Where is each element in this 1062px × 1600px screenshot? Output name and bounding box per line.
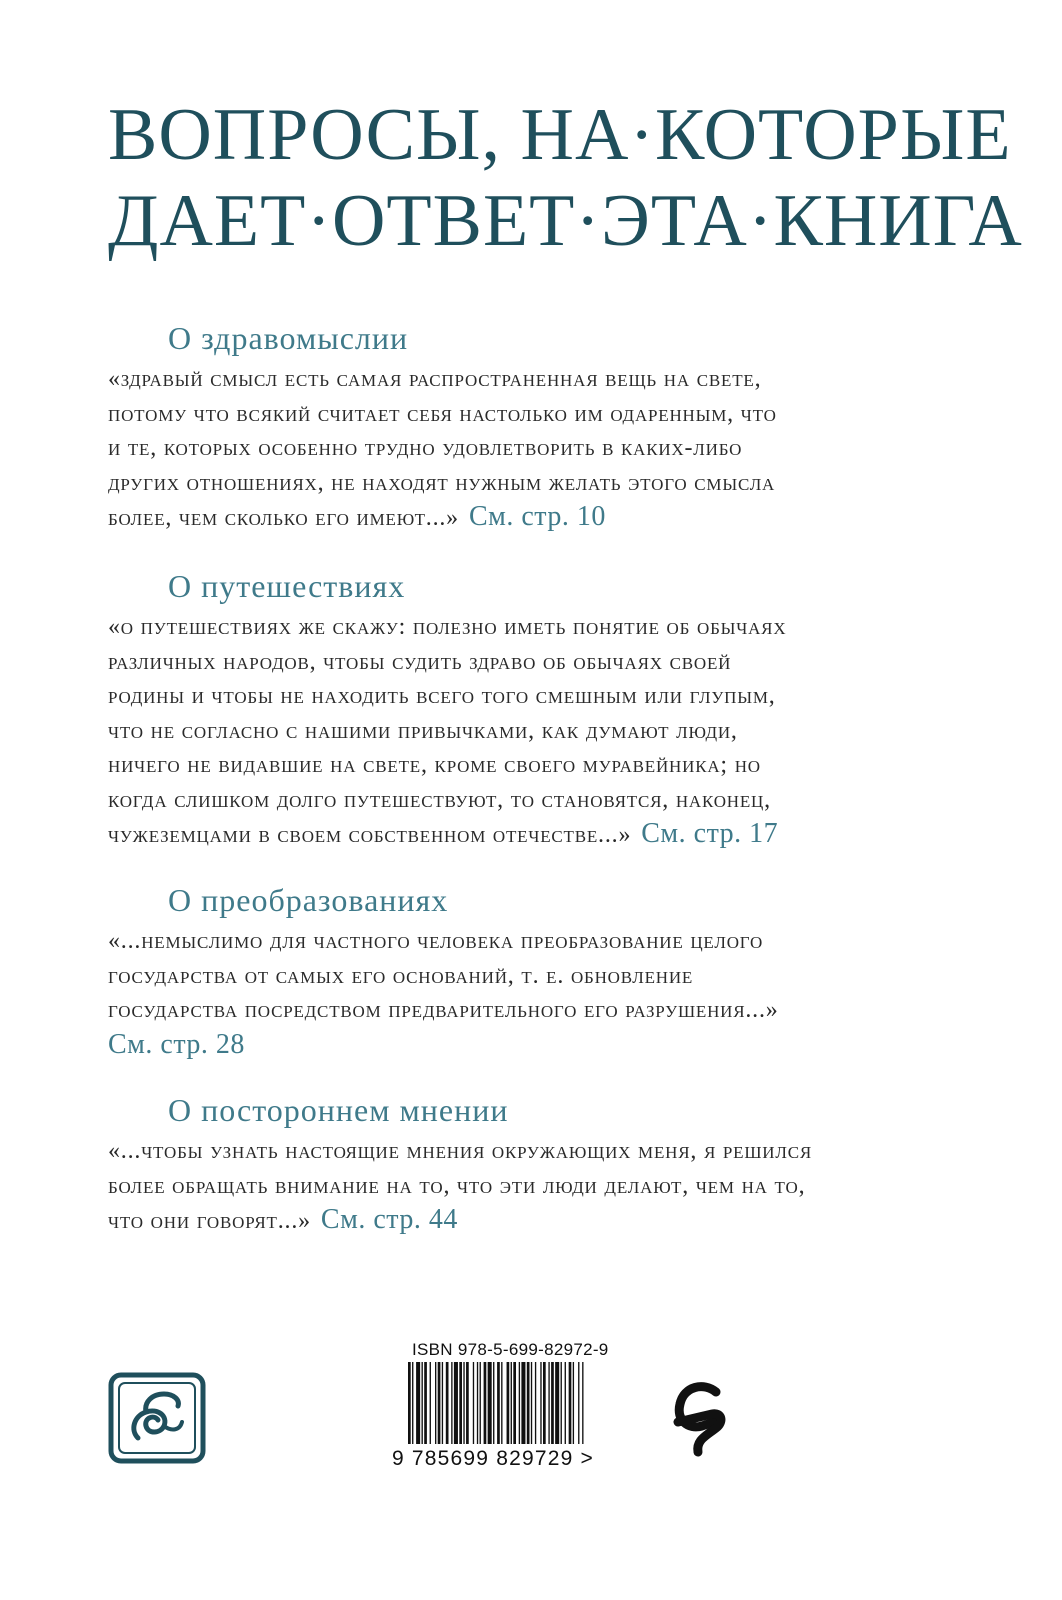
- page-reference: См. стр. 28: [108, 1028, 245, 1060]
- barcode-bar: [454, 1362, 458, 1444]
- barcode-bar: [569, 1362, 572, 1444]
- barcode-bar: [451, 1362, 452, 1444]
- quote-line: «...немыслимо для частного человека преобразование целого: [108, 928, 764, 954]
- barcode: [392, 1362, 642, 1468]
- barcode-bar: [435, 1362, 436, 1444]
- barcode-bar: [473, 1362, 474, 1444]
- quote-line: «здравый смысл есть самая распространенная вещь на свете,: [108, 366, 762, 392]
- section-title: О постороннем мнении: [168, 1092, 509, 1128]
- barcode-bar: [531, 1362, 532, 1444]
- quote-line: государства посредством предварительного его разрушения...»: [108, 997, 779, 1023]
- quote-line: «о путешествиях же скажу: полезно иметь понятие об обычаях: [108, 614, 787, 640]
- quote-line: что не согласно с нашими привычками, как думают люди,: [108, 717, 738, 744]
- barcode-bar: [497, 1362, 500, 1444]
- page-reference: См. стр. 44: [320, 1204, 458, 1235]
- series-emblem-icon: [108, 1372, 206, 1464]
- barcode-bars: [408, 1362, 584, 1444]
- section-others-opinion: [108, 1090, 812, 1239]
- barcode-bar: [540, 1362, 541, 1444]
- quote-line: ничего не видавшие на свете, кроме своего муравейника; но: [108, 752, 761, 778]
- barcode-bar: [438, 1362, 441, 1444]
- barcode-bar: [519, 1362, 520, 1444]
- quote-line-last: [108, 817, 786, 853]
- section-common-sense: [108, 318, 777, 536]
- quote-line: других отношениях, не находят нужным желать этого смысла: [108, 469, 776, 496]
- quote-line-last: [108, 500, 777, 536]
- quote-line: потому что всякий считает себя настолько им одаренным, что: [108, 400, 777, 427]
- quote-line: родины и чтобы не находить всего того смешным или глупым,: [108, 683, 776, 709]
- barcode-bar: [424, 1362, 427, 1444]
- barcode-bar: [578, 1362, 579, 1444]
- barcode-bar: [548, 1362, 549, 1444]
- page-reference: См. стр. 17: [641, 818, 779, 849]
- barcode-bar: [501, 1362, 502, 1444]
- barcode-bar: [511, 1362, 512, 1444]
- quote-line: «...чтобы узнать настоящие мнения окружающих меня, я решился: [108, 1138, 812, 1164]
- section-title: О преобразованиях: [168, 882, 449, 918]
- barcode-bar: [535, 1362, 536, 1444]
- isbn-label: ISBN 978-5-699-82972-9: [412, 1340, 609, 1359]
- section-quote: [108, 610, 786, 853]
- barcode-bar: [459, 1362, 462, 1444]
- quote-line: более обращать внимание на то, что эти люди делают, чем на то,: [108, 1172, 806, 1199]
- barcode-bar: [477, 1362, 478, 1444]
- quote-line: и те, которых особенно трудно удовлетворить в каких-либо: [108, 435, 743, 461]
- barcode-bar: [463, 1362, 464, 1444]
- barcode-bar: [442, 1362, 443, 1444]
- barcode-bar: [582, 1362, 583, 1444]
- quote-line: различных народов, чтобы судить здраво об обычаях своей: [108, 648, 732, 675]
- page-reference: См. стр. 10: [468, 501, 606, 532]
- headline-line-1: ВОПРОСЫ, НА·КОТОРЫЕ: [108, 94, 1012, 176]
- quote-line: когда слишком долго путешествуют, то становятся, наконец,: [108, 786, 771, 813]
- barcode-digits: 9 785699 829729 >: [392, 1447, 594, 1468]
- section-title: О путешествиях: [168, 568, 406, 604]
- barcode-bar: [551, 1362, 554, 1444]
- barcode-bar: [493, 1362, 494, 1444]
- barcode-bar: [430, 1362, 431, 1444]
- barcode-bar: [408, 1362, 411, 1444]
- barcode-bar: [513, 1362, 516, 1444]
- section-quote: [108, 924, 779, 1063]
- quote-line: что они говорят...»: [108, 1208, 311, 1234]
- barcode-bar: [527, 1362, 530, 1444]
- quote-line-ref: [108, 1028, 779, 1064]
- section-travels: [108, 566, 786, 853]
- barcode-bar: [507, 1362, 510, 1444]
- barcode-bar: [446, 1362, 449, 1444]
- section-quote: [108, 1134, 812, 1239]
- section-title: О здравомыслии: [168, 320, 409, 356]
- quote-line: государства от самых его оснований, т. е. обновление: [108, 962, 694, 989]
- eksmo-logo-icon: [670, 1378, 730, 1460]
- headline-line-2: ДАЕТ·ОТВЕТ·ЭТА·КНИГА: [108, 180, 1023, 262]
- barcode-bar: [488, 1362, 492, 1444]
- section-transformations: [108, 880, 779, 1063]
- barcode-bar: [416, 1362, 420, 1444]
- barcode-bar: [480, 1362, 481, 1444]
- barcode-bar: [565, 1362, 566, 1444]
- barcode-bar: [561, 1362, 562, 1444]
- barcode-bar: [555, 1362, 559, 1444]
- quote-line-last: [108, 1203, 812, 1239]
- barcode-bar: [466, 1362, 469, 1444]
- barcode-bar: [521, 1362, 525, 1444]
- barcode-bar: [412, 1362, 413, 1444]
- barcode-bar: [422, 1362, 423, 1444]
- book-headline: [108, 92, 1023, 264]
- barcode-bar: [484, 1362, 487, 1444]
- quote-line: более, чем сколько его имеют...»: [108, 505, 459, 531]
- barcode-bar: [543, 1362, 546, 1444]
- barcode-bar: [573, 1362, 574, 1444]
- section-quote: [108, 362, 777, 536]
- quote-line: чужеземцами в своем собственном отечестве...»: [108, 822, 632, 848]
